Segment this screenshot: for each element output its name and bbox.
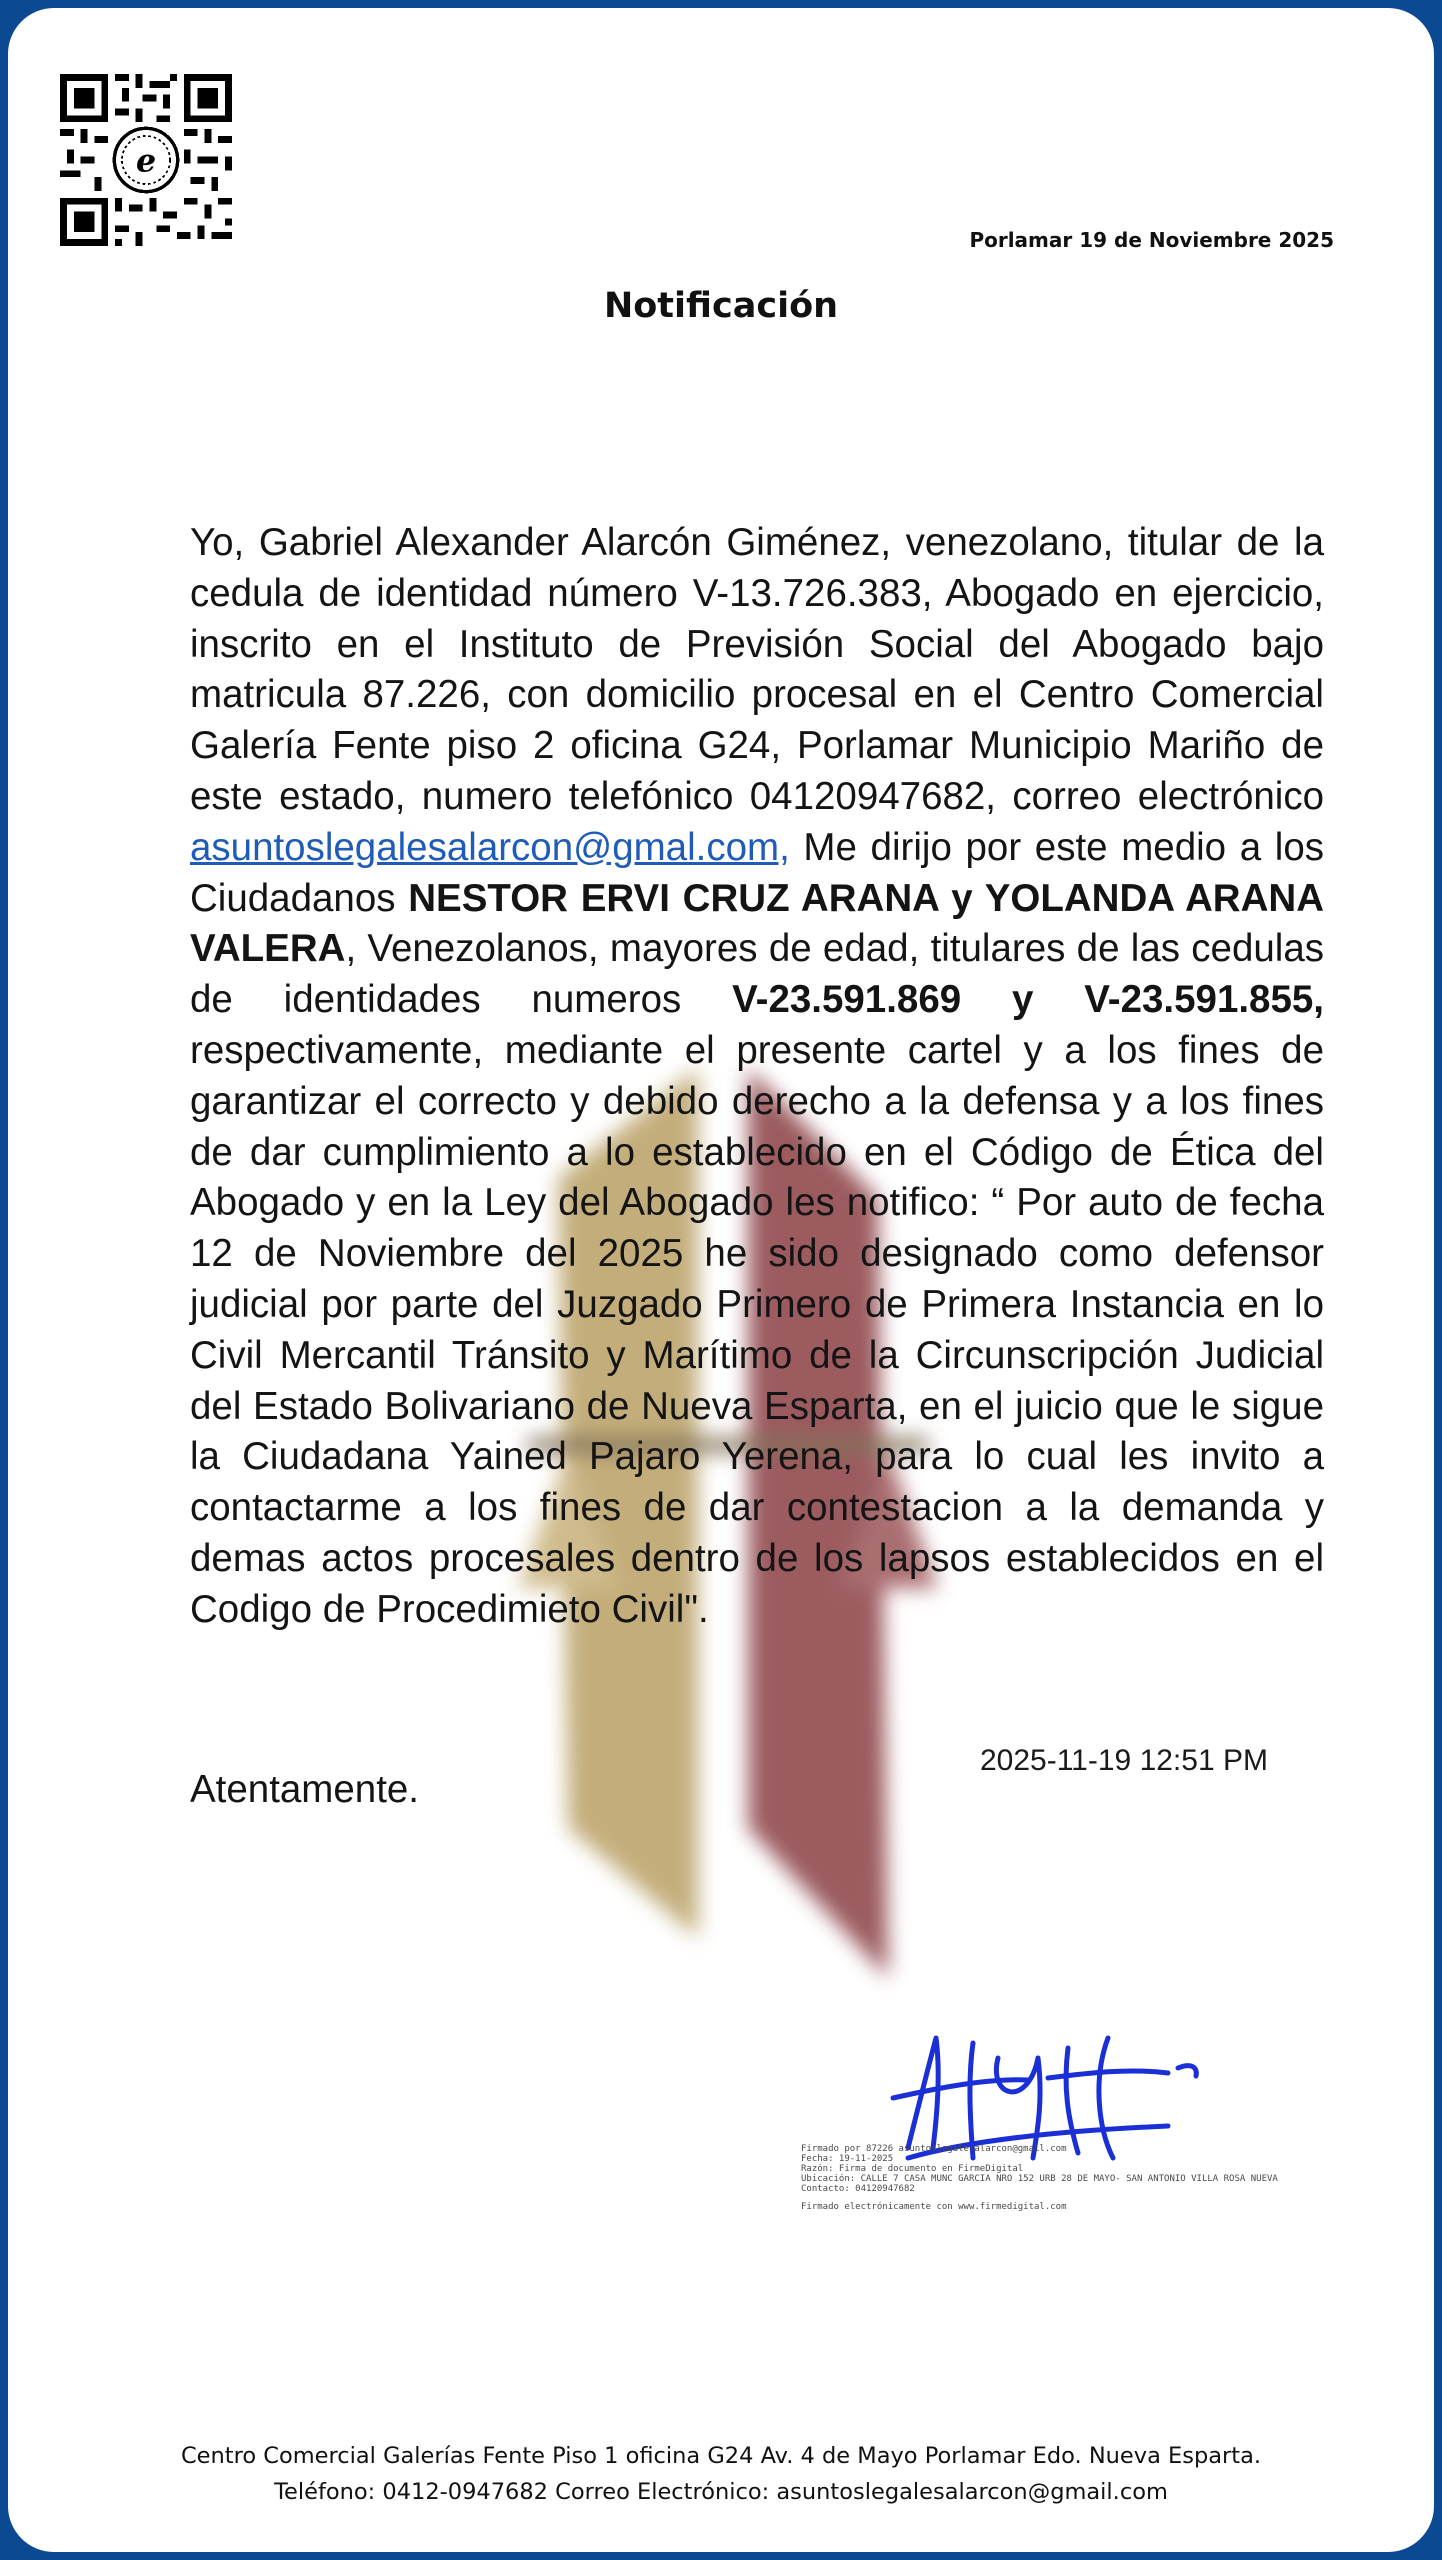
body-text-recipients-details: , Venezolanos, mayores de edad, titulares de las cedulas de identidades numeros — [190, 927, 1324, 1022]
body-text-recipients-intro: Me dirijo por este medio a los Ciudadanos — [190, 825, 1324, 920]
signature-contact: Contacto: 04120947682 — [801, 2184, 915, 2194]
document-date: Porlamar 19 de Noviembre 2025 — [969, 228, 1334, 252]
signature-timestamp: 2025-11-19 12:51 PM — [980, 1744, 1268, 1777]
closing-salutation: Atentamente. — [190, 1768, 420, 1811]
footer — [8, 2438, 1434, 2510]
qr-logo-letter: e — [135, 142, 157, 180]
signature-date: Fecha: 19-11-2025 — [801, 2154, 894, 2164]
document-title: Notificación — [603, 286, 839, 326]
recipient-id-numbers: V-23.591.869 y V-23.591.855, — [732, 978, 1324, 1022]
email-link[interactable]: asuntoslegalesalarcon@gmal.com, — [190, 825, 790, 869]
signature-reason: Razón: Firma de documento en FirmeDigital — [801, 2164, 1024, 2174]
qr-code[interactable] — [60, 74, 232, 246]
signature-provider: Firmado electrónicamente con www.firmedigital.com — [801, 2202, 1067, 2212]
digital-signature-details — [801, 2144, 1278, 2212]
body-text-intro: Yo, Gabriel Alexander Alarcón Giménez, venezolano, titular de la cedula de identidad número V-13.726.383, Abogado en ejercicio, inscrito en el Instituto de Previsión Social del Abogado bajo matricula 87.226, con domicilio procesal en el Centro Comercial Galería Fente piso 2 oficina G24, Porlamar Municipio Mariño de este estado, numero telefónico 04120947682, correo electrónico — [190, 521, 1324, 818]
notification-body — [190, 518, 1324, 1636]
document-page — [8, 8, 1434, 2552]
signature-location: Ubicación: CALLE 7 CASA MUNC GARCIA NRO 152 URB 28 DE MAYO- SAN ANTONIO VILLA ROSA NUEVA — [801, 2174, 1278, 2184]
footer-contact: Teléfono: 0412-0947682 Correo Electrónico: asuntoslegalesalarcon@gmail.com — [274, 2479, 1168, 2505]
body-text-notification: respectivamente, mediante el presente cartel y a los fines de garantizar el correcto y debido derecho a la defensa y a los fines de dar cumplimiento a lo establecido en el Código de Ética del Abogado y en la Ley del Abogado les notifico: “ Por auto de fecha 12 de Noviembre del 2025 he sido designado como defensor judicial por parte del Juzgado Primero de Primera Instancia en lo Civil Mercantil Tránsito y Marítimo de la Circunscripción Judicial del Estado Bolivariano de Nueva Esparta, en el juicio que le sigue la Ciudadana Yained Pajaro Yerena, para lo cual les invito a contactarme a los fines de dar contestacion a la demanda y demas actos procesales dentro de los lapsos establecidos en el Codigo de Procedimieto Civil". — [190, 1028, 1324, 1631]
recipient-names: NESTOR ERVI CRUZ ARANA y YOLANDA ARANA VALERA — [190, 876, 1324, 971]
footer-address: Centro Comercial Galerías Fente Piso 1 oficina G24 Av. 4 de Mayo Porlamar Edo. Nueva Esparta. — [180, 2443, 1262, 2469]
signature-signed-by: Firmado por 87226 asuntoslegalesalarcon@gmail.com — [801, 2144, 1067, 2154]
